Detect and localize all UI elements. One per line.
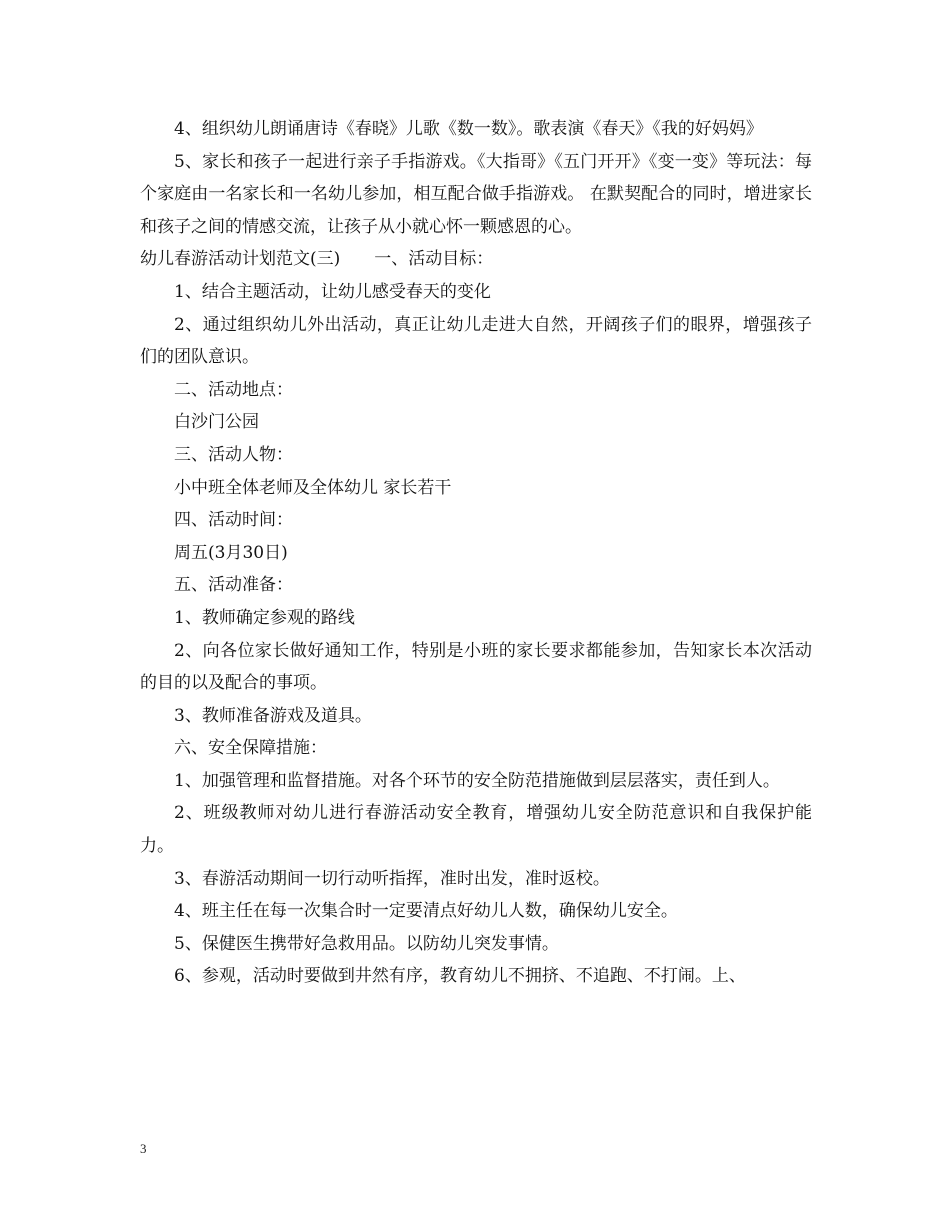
goal-item-1: 1、结合主题活动，让幼儿感受春天的变化 [174, 281, 491, 302]
preparation-item-3: 3、教师准备游戏及道具。 [174, 705, 372, 726]
document-body [140, 113, 812, 993]
safety-item-5: 5、保健医生携带好急救用品。以防幼儿突发事情。 [174, 933, 559, 954]
time-value: 周五(3月30日) [174, 542, 288, 563]
safety-item-3: 3、春游活动期间一切行动听指挥，准时出发，准时返校。 [174, 868, 610, 889]
preparation-item-1: 1、教师确定参观的路线 [174, 607, 355, 628]
section-heading-plan-three: 幼儿春游活动计划范文(三) 一、活动目标： [140, 249, 494, 270]
paragraph-item-4: 4、组织幼儿朗诵唐诗《春晓》儿歌《数一数》。歌表演《春天》《我的好妈妈》 [174, 119, 763, 139]
paragraph-item-5-parent-child-game: 5、家长和孩子一起进行亲子手指游戏。《大指哥》《五门开开》《变一变》等玩法：每个家庭由一名家长和一名幼儿参加，相互配合做手指游戏。 在默契配合的同时，增进家长和孩子之间的情感交流，让孩子从小就心怀一颗感恩的心。 [140, 151, 812, 237]
page-number: 3 [140, 1141, 147, 1156]
section-heading-time: 四、活动时间： [174, 510, 293, 531]
section-heading-preparation: 五、活动准备： [174, 575, 293, 596]
location-value: 白沙门公园 [174, 412, 259, 433]
participants-value: 小中班全体老师及全体幼儿 家长若干 [174, 477, 452, 498]
goal-item-2: 2、通过组织幼儿外出活动，真正让幼儿走进大自然，开阔孩子们的眼界，增强孩子们的团队意识。 [140, 314, 812, 368]
safety-item-1: 1、加强管理和监督措施。对各个环节的安全防范措施做到层层落实，责任到人。 [174, 770, 780, 791]
safety-item-4: 4、班主任在每一次集合时一定要清点好幼儿人数，确保幼儿安全。 [174, 901, 678, 922]
section-heading-safety: 六、安全保障措施： [174, 738, 327, 759]
preparation-item-2: 2、向各位家长做好通知工作，特别是小班的家长要求都能参加，告知家长本次活动的目的以及配合的事项。 [140, 640, 812, 694]
section-heading-location: 二、活动地点： [174, 379, 293, 400]
section-heading-participants: 三、活动人物： [174, 444, 293, 465]
safety-item-6: 6、参观，活动时要做到井然有序，教育幼儿不拥挤、不追跑、不打闹。上、 [174, 966, 746, 987]
safety-item-2: 2、班级教师对幼儿进行春游活动安全教育，增强幼儿安全防范意识和自我保护能力。 [140, 803, 812, 857]
